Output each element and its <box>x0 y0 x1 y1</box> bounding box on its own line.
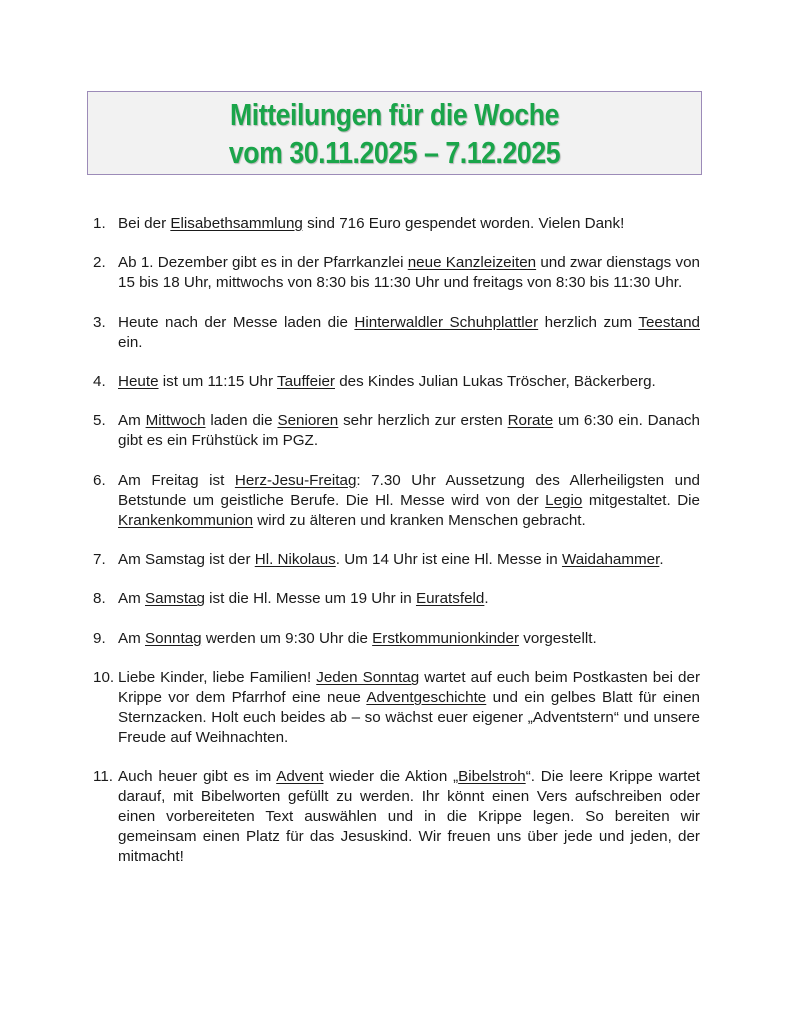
text-run: sehr herzlich zur ersten <box>338 412 508 430</box>
announcement-item <box>93 589 700 609</box>
text-run: Heute nach der Messe laden die <box>118 313 355 331</box>
item-number: 4. <box>93 373 106 391</box>
announcement-item <box>93 767 700 867</box>
text-run: . Um 14 Uhr ist eine Hl. Messe in <box>335 550 562 568</box>
underlined-keyword: Adventgeschichte <box>366 689 487 707</box>
underlined-keyword: Advent <box>276 768 324 786</box>
text-run: . <box>484 590 489 608</box>
item-text <box>118 551 664 568</box>
underlined-keyword: Hinterwaldler Schuhplattler <box>354 313 539 331</box>
item-number: 9. <box>93 629 106 647</box>
text-run: Am <box>118 629 146 647</box>
announcement-item <box>93 253 700 293</box>
announcement-item <box>93 629 700 649</box>
underlined-keyword: Elisabethsammlung <box>170 215 303 232</box>
underlined-keyword: Senioren <box>277 412 339 430</box>
item-text <box>118 472 700 529</box>
text-run: wird zu älteren und kranken Menschen gebracht. <box>253 511 586 529</box>
text-run: Liebe Kinder, liebe Familien! <box>118 669 317 687</box>
page-title: Mitteilungen für die Woche <box>229 97 559 132</box>
announcement-item <box>93 668 700 748</box>
announcement-item <box>93 471 700 531</box>
item-text <box>118 412 700 449</box>
item-number: 3. <box>93 313 106 331</box>
text-run: ist um 11:15 Uhr <box>158 373 277 391</box>
text-run: ein. <box>118 333 143 351</box>
text-run: und ein gelbes Blatt für einen Sternzacken. Holt euch beides ab – so wächst euer eigener „Adventstern“ und unsere Freude auf Weihnachten. <box>118 689 700 746</box>
text-run: werden um 9:30 Uhr die <box>201 629 373 647</box>
item-text <box>118 768 700 865</box>
title-box <box>87 91 702 175</box>
announcement-list <box>93 214 700 886</box>
underlined-keyword: Erstkommunionkinder <box>372 629 520 647</box>
date-range: vom 30.11.2025 – 7.12.2025 <box>228 135 561 170</box>
announcement-item <box>93 550 700 570</box>
item-text <box>118 314 700 351</box>
text-run: “. Die leere Krippe wartet darauf, mit Bibelworten gefüllt zu werden. Ihr könnt einen Vers aufschreiben oder einen vorbereiteten Text auswählen und in die Krippe legen. So bereiten wir gemeinsam einen Platz für das Jesuskind. Wir freuen uns über jede und jeden, der mitmacht! <box>118 768 700 865</box>
underlined-keyword: Herz-Jesu-Freitag <box>234 471 357 489</box>
item-text <box>118 630 597 647</box>
underlined-keyword: Legio <box>545 491 583 509</box>
text-run: Bei der <box>118 215 171 232</box>
text-run: Am Samstag ist der <box>118 550 255 568</box>
text-run: Am <box>118 590 146 608</box>
text-run: des Kindes Julian Lukas Tröscher, Bäckerberg. <box>334 373 656 391</box>
item-text <box>118 373 656 390</box>
text-run: wartet auf euch beim Postkasten bei der Krippe vor dem Pfarrhof eine neue <box>118 669 700 707</box>
underlined-keyword: Samstag <box>145 590 205 608</box>
text-run: herzlich zum <box>538 313 639 331</box>
underlined-keyword: Jeden Sonntag <box>316 669 420 687</box>
underlined-keyword: Bibelstroh <box>458 768 526 786</box>
underlined-keyword: Heute <box>118 373 159 391</box>
underlined-keyword: Teestand <box>638 313 700 331</box>
text-run: mitgestaltet. Die <box>582 491 700 509</box>
text-run: wieder die Aktion „ <box>323 768 459 786</box>
text-run: vorgestellt. <box>519 629 597 647</box>
underlined-keyword: Waidahammer <box>561 550 660 568</box>
item-text <box>118 215 624 232</box>
item-number: 8. <box>93 590 106 608</box>
announcement-item <box>93 372 700 392</box>
underlined-keyword: Euratsfeld <box>415 590 485 608</box>
item-text <box>118 669 700 746</box>
underlined-keyword: Mittwoch <box>145 412 206 430</box>
text-run: um 6:30 ein. Danach gibt es ein Frühstück im PGZ. <box>118 412 700 450</box>
item-number: 10. <box>93 669 115 687</box>
text-run: Am <box>118 412 146 430</box>
item-number: 6. <box>93 471 106 489</box>
text-run: ist die Hl. Messe um 19 Uhr in <box>204 590 416 608</box>
underlined-keyword: Rorate <box>507 412 554 430</box>
text-run: Am Freitag ist <box>118 471 235 489</box>
announcement-item <box>93 313 700 353</box>
text-run: laden die <box>205 412 278 430</box>
item-number: 11. <box>93 768 113 786</box>
text-run: . <box>659 550 664 568</box>
text-run: Ab 1. Dezember gibt es in der Pfarrkanzlei <box>118 254 408 272</box>
text-run: sind 716 Euro gespendet worden. Vielen Dank! <box>302 215 625 232</box>
item-number: 7. <box>93 550 106 568</box>
text-run: und zwar dienstags von 15 bis 18 Uhr, mittwochs von 8:30 bis 11:30 Uhr und freitags von 8:30 bis 11:30 Uhr. <box>118 254 700 292</box>
text-run: : 7.30 Uhr Aussetzung des Allerheiligsten und Betstunde um geistliche Berufe. Die Hl. Messe wird von der <box>118 471 700 509</box>
item-number: 5. <box>93 412 106 430</box>
underlined-keyword: neue Kanzleizeiten <box>407 254 537 272</box>
underlined-keyword: Tauffeier <box>277 373 335 391</box>
underlined-keyword: Sonntag <box>145 629 202 647</box>
text-run: Auch heuer gibt es im <box>118 768 277 786</box>
item-text <box>118 590 489 607</box>
item-number: 2. <box>93 254 106 272</box>
item-text <box>118 254 700 291</box>
item-number: 1. <box>93 215 106 232</box>
underlined-keyword: Hl. Nikolaus <box>254 550 336 568</box>
announcement-item <box>93 214 700 234</box>
announcement-item <box>93 411 700 451</box>
underlined-keyword: Krankenkommunion <box>118 511 254 529</box>
